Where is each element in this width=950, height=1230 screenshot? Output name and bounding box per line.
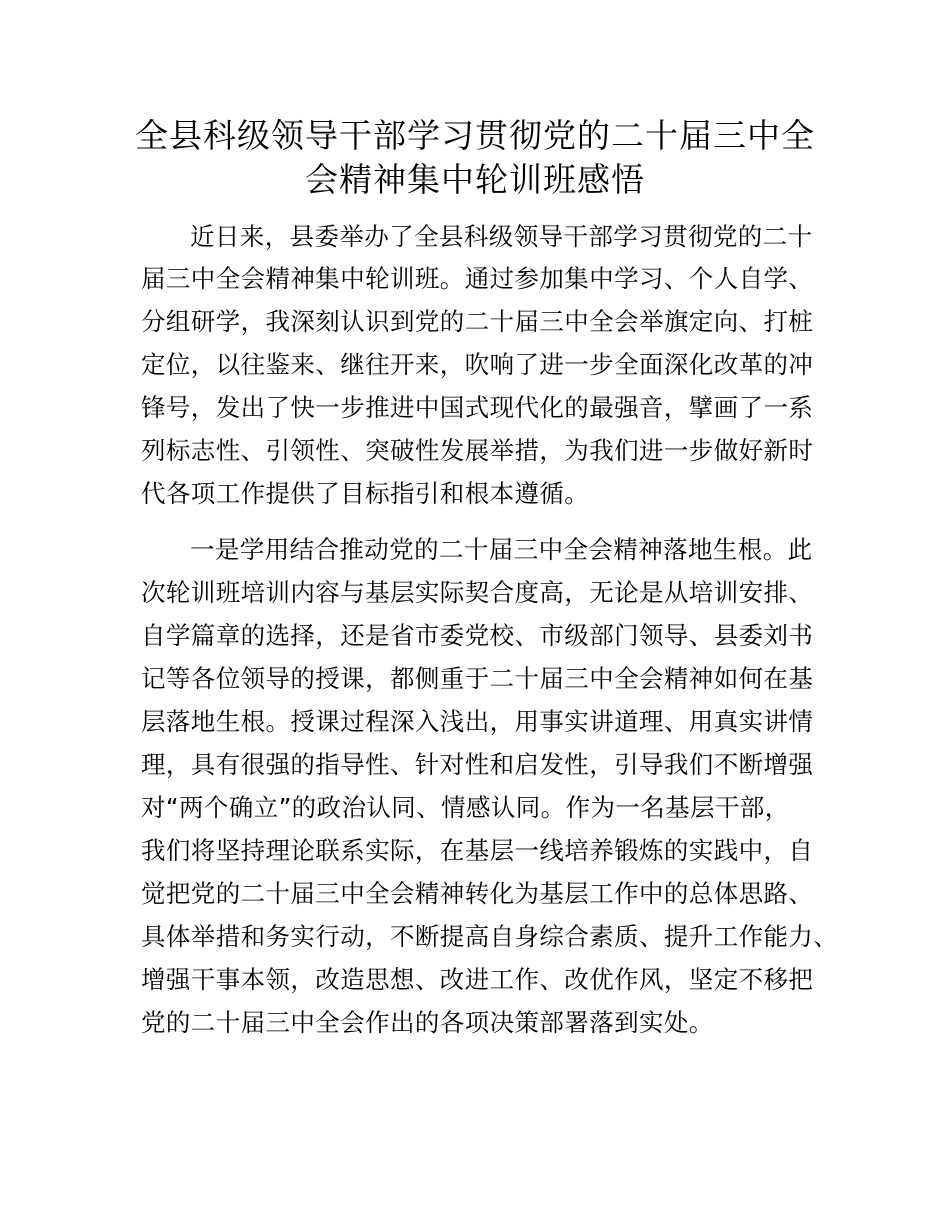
paragraph-line: 觉把党的二十届三中全会精神转化为基层工作中的总体思路、 <box>141 879 814 908</box>
paragraph-line: 具体举措和务实行动，不断提高自身综合素质、提升工作能力、 <box>141 922 839 951</box>
paragraph-line: 锋号，发出了快一步推进中国式现代化的最强音，擘画了一系 <box>141 393 814 422</box>
paragraph-line: 届三中全会精神集中轮训班。通过参加集中学习、个人自学、 <box>141 264 814 293</box>
paragraph-line: 代各项工作提供了目标指引和根本遵循。 <box>141 479 590 508</box>
paragraph-line: 我们将坚持理论联系实际，在基层一线培养锻炼的实践中，自 <box>141 836 814 865</box>
paragraph-line: 理，具有很强的指导性、针对性和启发性，引导我们不断增强 <box>141 750 814 779</box>
paragraph-line: 列标志性、引领性、突破性发展举措，为我们进一步做好新时 <box>141 436 814 465</box>
paragraph-line: 层落地生根。授课过程深入浅出，用事实讲道理、用真实讲情 <box>141 707 814 736</box>
paragraph-line: 一是学用结合推动党的二十届三中全会精神落地生根。此 <box>190 535 813 564</box>
paragraph-line: 对“两个确立”的政治认同、情感认同。作为一名基层干部， <box>141 793 790 822</box>
paragraph-line: 自学篇章的选择，还是省市委党校、市级部门领导、县委刘书 <box>141 621 814 650</box>
paragraph-line: 增强干事本领，改造思想、改进工作、改优作风，坚定不移把 <box>141 965 814 994</box>
document-title-line-2: 会精神集中轮训班感悟 <box>305 160 645 199</box>
paragraph-line: 近日来，县委举办了全县科级领导干部学习贯彻党的二十 <box>190 222 813 251</box>
paragraph-line: 次轮训班培训内容与基层实际契合度高，无论是从培训安排、 <box>141 578 814 607</box>
paragraph-line: 定位，以往鉴来、继往开来，吹响了进一步全面深化改革的冲 <box>141 350 814 379</box>
paragraph-line: 分组研学，我深刻认识到党的二十届三中全会举旗定向、打桩 <box>141 307 814 336</box>
paragraph-line: 党的二十届三中全会作出的各项决策部署落到实处。 <box>141 1008 714 1037</box>
paragraph-line: 记等各位领导的授课，都侧重于二十届三中全会精神如何在基 <box>141 664 814 693</box>
document-title-line-1: 全县科级领导干部学习贯彻党的二十届三中全 <box>135 116 815 155</box>
